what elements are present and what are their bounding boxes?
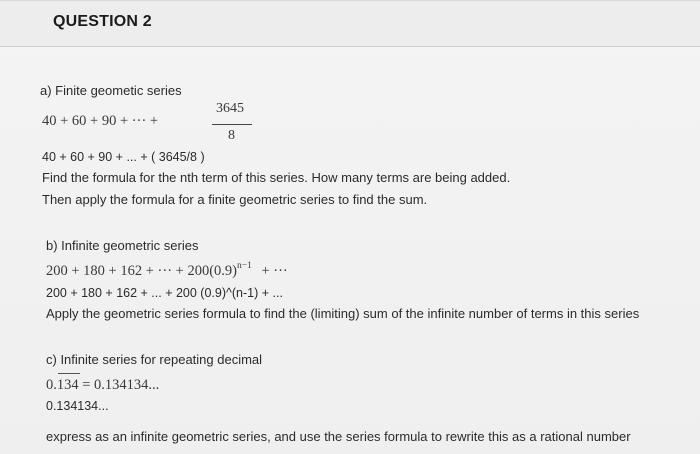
part-b-series-tail: + ··· xyxy=(261,263,288,279)
part-c-heading: c) Infinite series for repeating decimal xyxy=(46,352,263,367)
part-c-plain-decimal: 0.134134... xyxy=(46,399,109,413)
part-a-heading: a) Finite geometic series xyxy=(40,83,182,98)
part-a-plain-series: 40 + 60 + 90 + ... + ( 3645/8 ) xyxy=(42,150,205,164)
part-b-heading: b) Infinite geometric series xyxy=(46,238,199,253)
question-title: QUESTION 2 xyxy=(53,13,152,30)
repeating-bar xyxy=(58,373,80,374)
part-c-instruction: express as an infinite geometric series, and use the series formula to rewrite this as a rational number xyxy=(46,429,631,444)
part-b-plain-series: 200 + 180 + 162 + ... + 200 (0.9)^(n-1) + ... xyxy=(46,286,283,300)
part-a-series-terms: 40 + 60 + 90 + ··· + xyxy=(42,113,159,129)
part-a-fraction-bar xyxy=(212,124,252,125)
part-b-series-exponent: n−1 xyxy=(236,261,252,271)
part-b-series-main: 200 + 180 + 162 + ··· + 200(0.9) xyxy=(46,263,237,279)
question-header xyxy=(0,0,700,47)
part-a-fraction-numerator: 3645 xyxy=(216,101,244,116)
part-b-series xyxy=(46,263,288,280)
part-a-fraction-denominator: 8 xyxy=(228,128,235,143)
part-a-instruction-2: Then apply the formula for a finite geometric series to find the sum. xyxy=(42,192,428,207)
part-a-instruction-1: Find the formula for the nth term of this series. How many terms are being added. xyxy=(42,170,511,185)
part-c-decimal-expression: 0.134 = 0.134134... xyxy=(46,377,160,393)
part-b-instruction: Apply the geometric series formula to find the (limiting) sum of the infinite number of terms in this series xyxy=(46,306,640,321)
